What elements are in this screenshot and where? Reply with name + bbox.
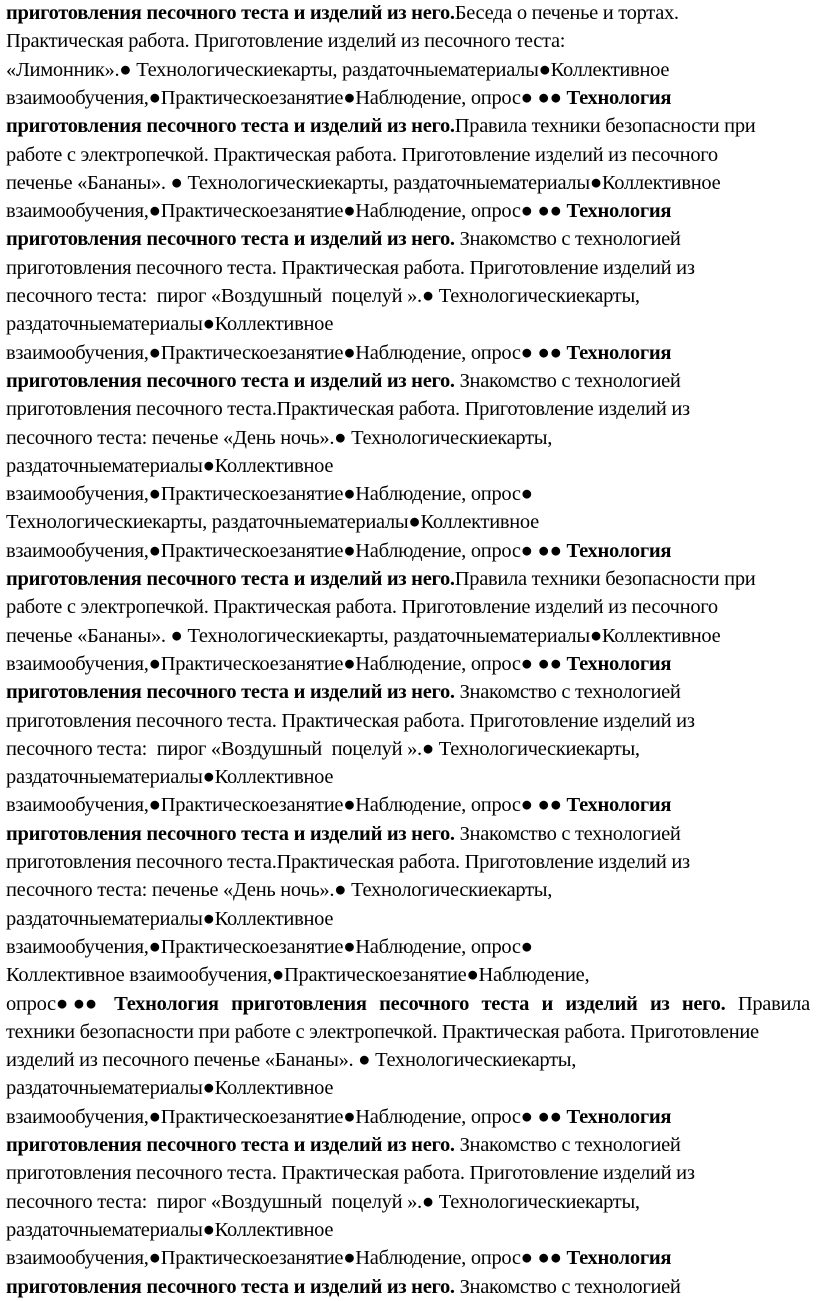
text-run: опрос● ●●: [6, 992, 102, 1015]
text-run: песочного теста: печенье «День ночь».● Технологическиекарты,: [6, 879, 553, 902]
text-line: [6, 905, 333, 933]
text-line: [6, 395, 690, 423]
bold-text-run: и: [541, 992, 553, 1015]
text-run: Правила техники безопасности при: [454, 115, 756, 138]
text-run: Правила техники безопасности при: [454, 568, 756, 590]
text-line: [6, 310, 333, 338]
text-run: Знакомство с технологией: [454, 822, 681, 845]
text-line: [6, 0, 679, 27]
text-run: песочного теста: пирог «Воздушный поцелуй ».● Технологическиекарты,: [6, 737, 640, 760]
text-line: [6, 876, 552, 904]
text-run: взаимообучения,●Практическоезанятие●Наблюдение, опрос● ●●: [6, 652, 567, 675]
text-run: приготовления песочного теста.Практическая работа. Приготовление изделий из: [6, 851, 690, 873]
text-line: [6, 254, 695, 282]
text-run: раздаточныематериалы●Коллективное: [6, 1218, 334, 1241]
text-line: [6, 565, 755, 593]
text-line: [6, 593, 718, 621]
bold-text-run: приготовления песочного теста и изделий из него.: [6, 568, 455, 590]
text-run: техники безопасности при работе с электропечкой. Практическая работа. Приготовление: [6, 1020, 759, 1043]
bold-text-run: изделий: [565, 992, 638, 1015]
bold-text-run: Технология: [566, 200, 672, 223]
text-run: раздаточныематериалы●Коллективное: [6, 454, 334, 477]
text-run: взаимообучения,●Практическоезанятие●Наблюдение, опрос● ●●: [6, 341, 567, 364]
text-run: Практическая работа. Приготовление изделий из песочного теста:: [6, 30, 566, 53]
text-run: песочного теста: печенье «День ночь».● Технологическиекарты,: [6, 426, 553, 449]
text-line: [6, 791, 671, 819]
text-run: взаимообучения,●Практическоезанятие●Наблюдение, опрос●: [6, 935, 533, 958]
bold-text-run: него.: [681, 992, 726, 1015]
bold-text-run: приготовления песочного теста и изделий из него.: [6, 681, 455, 704]
bold-text-run: приготовления песочного теста и изделий из него.: [6, 1134, 455, 1156]
text-line: [6, 707, 695, 735]
bold-text-run: приготовления песочного теста и изделий из него.: [6, 822, 455, 845]
text-line: [6, 1074, 333, 1102]
bold-text-run: теста: [481, 992, 530, 1015]
bold-text-run: приготовления песочного теста и изделий из него.: [6, 1275, 455, 1298]
text-line: [6, 961, 589, 989]
text-run: изделий из песочного печенье «Бананы». ● Технологическиекарты,: [6, 1049, 577, 1072]
text-line: [6, 650, 671, 678]
bold-text-run: приготовления песочного теста и изделий из него.: [6, 2, 455, 24]
text-line: [6, 84, 671, 112]
text-run: взаимообучения,●Практическоезанятие●Наблюдение, опрос● ●●: [6, 539, 567, 562]
text-run: раздаточныематериалы●Коллективное: [6, 907, 334, 930]
text-run: раздаточныематериалы●Коллективное: [6, 313, 334, 336]
text-line: [6, 452, 333, 480]
text-run: приготовления песочного теста. Практическая работа. Приготовление изделий из: [6, 1162, 695, 1185]
text-run: взаимообучения,●Практическоезанятие●Наблюдение, опрос●: [6, 483, 533, 506]
text-line: [6, 56, 669, 84]
text-run: Беседа о печенье и тортах.: [454, 2, 679, 24]
text-line: [6, 1018, 759, 1046]
text-run: приготовления песочного теста.Практическая работа. Приготовление изделий из: [6, 398, 690, 421]
text-run: раздаточныематериалы●Коллективное: [6, 766, 334, 789]
text-line: [6, 735, 640, 763]
bold-text-run: Технология: [566, 1105, 672, 1128]
text-line: [6, 508, 539, 536]
bold-text-run: приготовления песочного теста и изделий из него.: [6, 115, 455, 138]
bold-text-run: Технология: [114, 992, 219, 1015]
bold-text-run: Технология: [566, 1247, 672, 1270]
text-run: работе с электропечкой. Практическая работа. Приготовление изделий из песочного: [6, 596, 718, 619]
text-line: [6, 1244, 671, 1272]
text-run: песочного теста: пирог «Воздушный поцелуй ».● Технологическиекарты,: [6, 285, 640, 307]
bold-text-run: Технология: [566, 86, 672, 109]
text-line: [6, 678, 681, 706]
text-line: [6, 763, 333, 791]
bold-text-run: песочного: [379, 992, 470, 1015]
text-run: Знакомство с технологией: [454, 681, 681, 704]
text-run: печенье «Бананы». ● Технологическиекарты, раздаточныематериалы●Коллективное: [6, 624, 721, 647]
text-run: взаимообучения,●Практическоезанятие●Наблюдение, опрос● ●●: [6, 86, 567, 109]
text-line: [6, 622, 720, 650]
text-run: приготовления песочного теста. Практическая работа. Приготовление изделий из: [6, 256, 695, 279]
text-run: взаимообучения,●Практическоезанятие●Наблюдение, опрос● ●●: [6, 1105, 567, 1128]
text-line: [6, 1273, 681, 1301]
bold-text-run: из: [649, 992, 670, 1015]
text-line: [6, 197, 671, 225]
text-line: [6, 112, 755, 140]
bold-text-run: Технология: [566, 539, 672, 562]
bold-text-run: Технология: [566, 652, 672, 675]
bold-text-run: приготовления песочного теста и изделий из него.: [6, 228, 455, 251]
text-line: [6, 480, 533, 508]
text-line: [6, 339, 671, 367]
text-line: [6, 1131, 681, 1159]
text-run: Коллективное взаимообучения,●Практическоезанятие●Наблюдение,: [6, 964, 590, 987]
text-line: [6, 933, 533, 961]
text-line: [6, 1188, 640, 1216]
bold-text-run: приготовления песочного теста и изделий из него.: [6, 369, 455, 392]
text-line: [6, 1103, 671, 1131]
text-line: [6, 537, 671, 565]
text-line: [6, 424, 552, 452]
text-run: взаимообучения,●Практическоезанятие●Наблюдение, опрос● ●●: [6, 200, 567, 223]
bold-text-run: приготовления: [231, 992, 367, 1015]
text-run: приготовления песочного теста. Практическая работа. Приготовление изделий из: [6, 709, 695, 732]
text-run: «Лимонник».● Технологическиекарты, раздаточныематериалы●Коллективное: [6, 58, 670, 81]
text-line: [6, 169, 720, 197]
text-line: [6, 1159, 695, 1187]
text-line: [6, 225, 681, 253]
text-run: печенье «Бананы». ● Технологическиекарты, раздаточныематериалы●Коллективное: [6, 171, 721, 194]
text-line: [6, 27, 565, 55]
text-line: [6, 848, 690, 876]
text-run: взаимообучения,●Практическоезанятие●Наблюдение, опрос● ●●: [6, 1247, 567, 1270]
text-line: [6, 367, 681, 395]
bold-text-run: Технология: [566, 794, 672, 817]
text-run: Знакомство с технологией: [454, 369, 681, 392]
text-run: работе с электропечкой. Практическая работа. Приготовление изделий из песочного: [6, 143, 718, 166]
text-run: Знакомство с технологией: [454, 1275, 681, 1298]
text-run: раздаточныематериалы●Коллективное: [6, 1077, 334, 1100]
text-run: Знакомство с технологией: [454, 228, 681, 251]
text-run: Знакомство с технологией: [454, 1134, 681, 1156]
text-line: [6, 1216, 333, 1244]
text-line: [6, 990, 810, 1018]
bold-text-run: Технология: [566, 341, 672, 364]
text-line: [6, 820, 681, 848]
text-run: Правила: [737, 992, 810, 1015]
text-line: [6, 141, 718, 169]
text-run: взаимообучения,●Практическоезанятие●Наблюдение, опрос● ●●: [6, 794, 567, 817]
text-line: [6, 1046, 576, 1074]
text-run: Технологическиекарты, раздаточныематериалы●Коллективное: [6, 511, 539, 534]
text-run: песочного теста: пирог «Воздушный поцелуй ».● Технологическиекарты,: [6, 1190, 640, 1213]
text-line: [6, 282, 640, 310]
